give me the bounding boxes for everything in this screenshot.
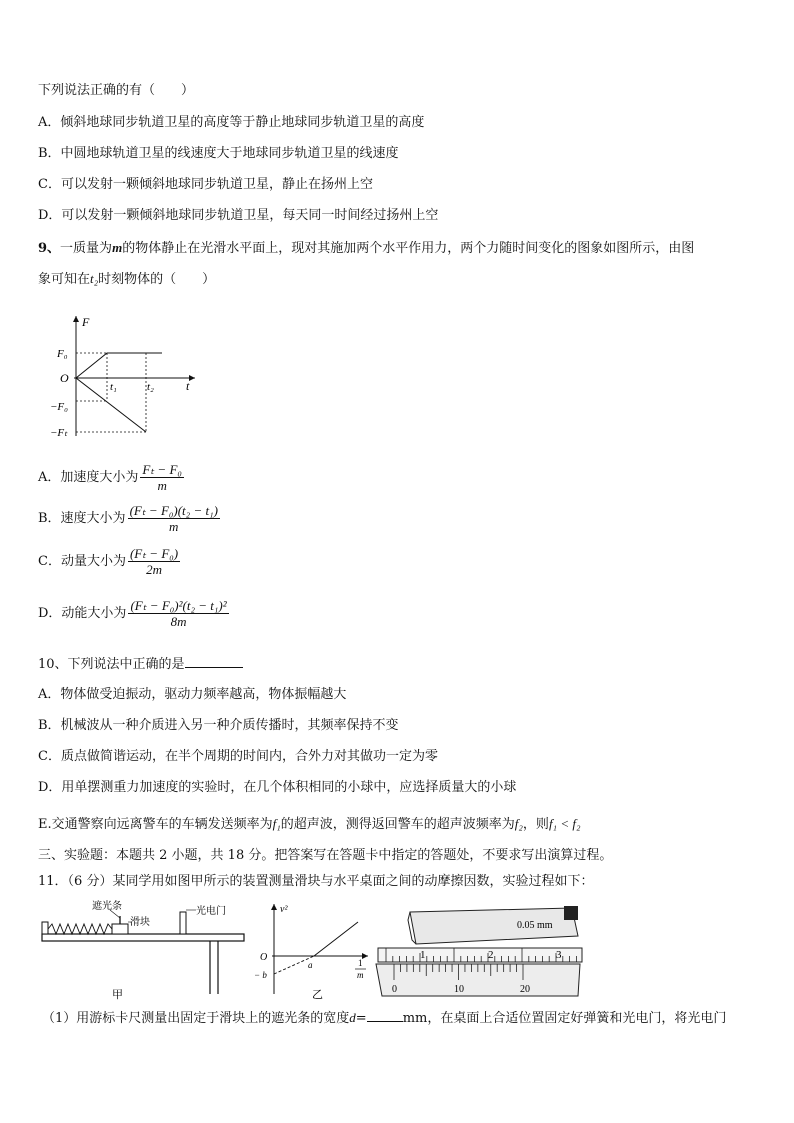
q9-stem-d: 时刻物体的（ ） <box>98 272 216 287</box>
q10-option-a: A．物体做受迫振动，驱动力频率越高，物体振幅越大 <box>38 687 347 702</box>
q9-t2-symbol: t₂ <box>90 271 99 286</box>
q10-stem-text: 10、下列说法中正确的是 <box>38 657 185 672</box>
q9-stem-b: 的物体静止在光滑水平面上，现对其施加两个水平作用力，两个力随时间变化的图象如图所示，由图 <box>122 241 695 256</box>
yi-label-O: O <box>260 952 268 963</box>
q10-option-e-a: E.交通警察向远离警车的车辆发送频率为 <box>38 817 273 832</box>
q10-option-d: D．用单摆测重力加速度的实验时，在几个体积相同的小球中，应选择质量大的小球 <box>38 780 517 795</box>
graph-label-F: F <box>82 315 90 329</box>
table-top <box>42 934 244 941</box>
v2-vs-inverse-m-line <box>314 922 358 956</box>
q11-part1-eq: = <box>355 1011 367 1026</box>
q9-stem-line2 <box>38 270 215 289</box>
q11-vernier-caliper <box>372 900 587 1000</box>
graph-label-t2: t₂ <box>147 381 154 393</box>
caliper-main-label-2: 2 <box>488 949 494 961</box>
yi-label-negb: − b <box>254 970 267 980</box>
caliper-main-label-3: 3 <box>556 949 562 961</box>
q11-part1-c: mm，在桌面上合适位置固定好弹簧和光电门，将光电门 <box>402 1011 727 1026</box>
q9-option-c-label: C．动量大小为 <box>38 554 126 569</box>
section3-header: 三、实验题：本题共 2 小题，共 18 分。把答案写在答题卡中指定的答题处，不要求写出演算过程。 <box>38 848 613 863</box>
yi-label-a: a <box>308 960 313 970</box>
q10-option-e-c: ，则 <box>522 817 549 832</box>
q9-option-c-fraction: $\frac{\text{(Fₜ − F₀)}}{2m}$ <box>129 546 179 577</box>
q11-stem: 11．（6 分）某同学用如图甲所示的装置测量滑块与水平桌面之间的动摩擦因数，实验过程如下： <box>38 874 594 889</box>
q10-stem <box>38 655 243 674</box>
q10-option-e <box>38 815 580 834</box>
q9-option-b-label: B．速度大小为 <box>38 511 126 526</box>
q11-figure-yi <box>250 898 370 1002</box>
q11-answer-blank <box>367 1009 403 1022</box>
q10-option-e-b: 的超声波，测得返回警车的超声波频率为 <box>280 817 515 832</box>
graph-label-F0: F₀ <box>57 348 68 360</box>
q9-option-d-fraction: $\frac{\text{(Fₜ − F₀)²(t₂ − t₁)²}}{8m}$ <box>130 598 227 629</box>
q8-option-c: C．可以发射一颗倾斜地球同步轨道卫星，静止在扬州上空 <box>38 177 373 192</box>
q9-number: 9、 <box>38 241 61 256</box>
q9-option-b-fraction: $\frac{\text{(Fₜ − F₀)(t₂ − t₁)}}{m}$ <box>129 503 218 534</box>
caliper-main-scale <box>378 948 582 962</box>
q10-option-b: B．机械波从一种介质进入另一种介质传播时，其频率保持不变 <box>38 718 399 733</box>
q9-mass-symbol: m <box>112 240 123 255</box>
q9-option-a <box>38 462 184 493</box>
slider-block <box>112 924 128 934</box>
caliper-vernier-label-0: 0 <box>392 984 397 995</box>
caption-jia: 甲 <box>112 989 123 1001</box>
q9-option-a-fraction: $\frac{\text{Fₜ − F₀}}{m}$ <box>142 462 182 493</box>
q8-stem: 下列说法正确的有（ ） <box>38 83 195 98</box>
photogate <box>180 912 186 934</box>
q9-stem-c: 象可知在 <box>38 272 91 287</box>
yi-label-v2: v² <box>280 904 288 915</box>
graph-label-t1: t₁ <box>110 381 117 393</box>
q11-part1 <box>42 1009 726 1028</box>
label-huakuai: 滑块 <box>130 917 150 928</box>
q10-answer-blank <box>185 655 243 668</box>
q8-option-b: B．中圆地球轨道卫星的线速度大于地球同步轨道卫星的线速度 <box>38 146 399 161</box>
graph-force-f1-line <box>76 353 162 378</box>
yi-label-x-den: m <box>357 970 364 980</box>
q9-option-a-label: A．加速度大小为 <box>38 470 139 485</box>
spring <box>48 924 112 934</box>
q11-figure-jia <box>40 898 250 1002</box>
q11-d-symbol: d <box>349 1010 356 1025</box>
q10-option-c: C．质点做简谐运动，在半个周期的时间内，合外力对其做功一定为零 <box>38 749 438 764</box>
graph-label-t: t <box>186 379 190 393</box>
q8-option-d: D．可以发射一颗倾斜地球同步轨道卫星，每天同一时间经过扬州上空 <box>38 208 439 223</box>
q9-force-time-graph <box>40 310 220 445</box>
graph-label-neg-Ft: −Fₜ <box>50 427 68 439</box>
q9-option-d <box>38 598 229 629</box>
q10-inequality: f₁ < f₂ <box>548 816 581 831</box>
label-guangdianmen: 光电门 <box>196 906 226 917</box>
q9-option-d-label: D．动能大小为 <box>38 606 127 621</box>
graph-label-neg-F0: −F₀ <box>50 401 68 413</box>
q8-option-a: A．倾斜地球同步轨道卫星的高度等于静止地球同步轨道卫星的高度 <box>38 115 425 130</box>
caliper-vernier-label-20: 20 <box>520 984 530 995</box>
yi-label-x-num: 1 <box>358 958 363 968</box>
caliper-precision: 0.05 mm <box>517 920 553 931</box>
label-zheguangtiao: 遮光条 <box>92 901 122 912</box>
caption-yi: 乙 <box>312 989 323 1001</box>
q9-option-b <box>38 503 220 534</box>
caliper-vernier-label-10: 10 <box>454 984 464 995</box>
q9-stem-a: 一质量为 <box>60 241 113 256</box>
q11-part1-a: （1）用游标卡尺测量出固定于滑块上的遮光条的宽度 <box>42 1011 350 1026</box>
q10-f1: f₁ <box>272 816 281 831</box>
q9-stem-line1 <box>38 239 694 258</box>
q10-f2: f₂ <box>514 816 523 831</box>
q9-option-c <box>38 546 180 577</box>
caliper-main-label-1: 1 <box>420 949 426 961</box>
graph-label-O: O <box>60 371 69 385</box>
